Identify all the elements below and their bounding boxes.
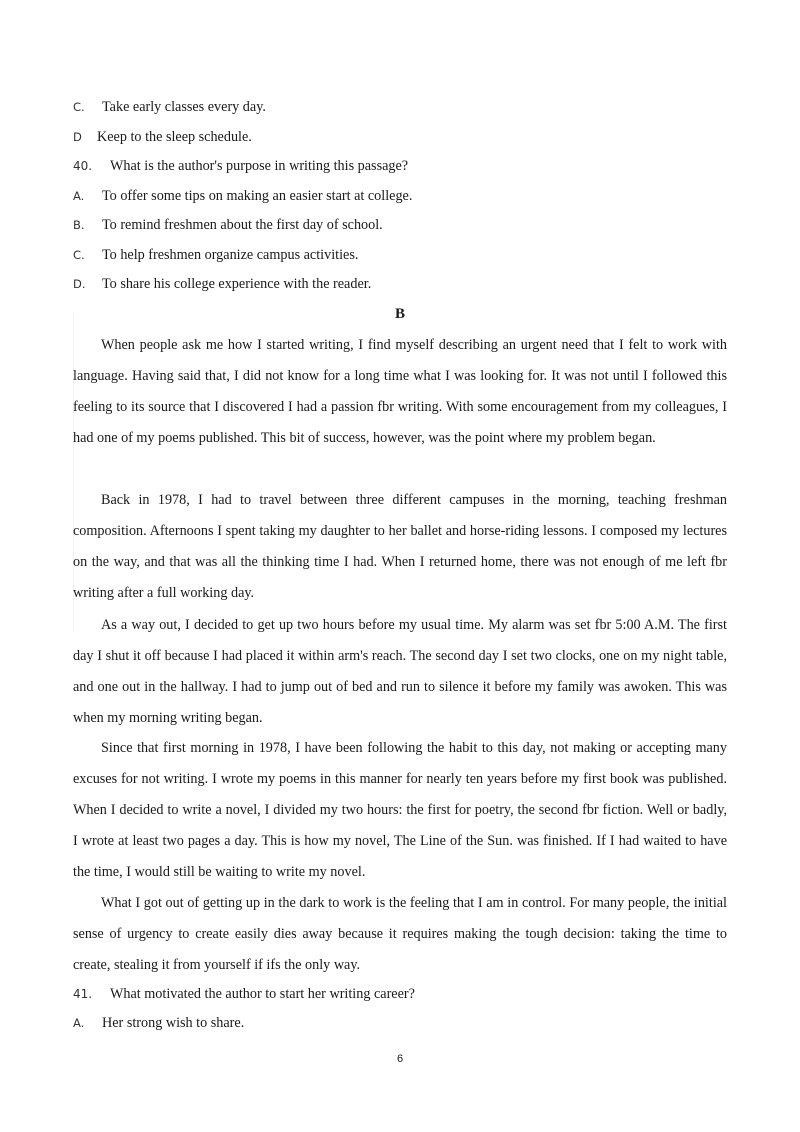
q40-option-c: [73, 247, 358, 264]
option-text: To remind freshmen about the first day of school.: [102, 217, 383, 233]
option-c: [73, 99, 266, 116]
section-heading: B: [394, 306, 405, 322]
passage-paragraph-2: [73, 485, 727, 609]
option-label: D.: [73, 277, 86, 291]
option-label: C.: [73, 100, 85, 114]
option-d: [73, 129, 252, 146]
question-number: 41.: [73, 987, 93, 1001]
paragraph-text: What I got out of getting up in the dark to work is the feeling that I am in control. For many people, the initial sense of urgency to create easily dies away because it requires making the tough decision: taking the time to create, stealing it from yourself if ifs the only way.: [73, 895, 727, 974]
option-label: C.: [73, 248, 85, 262]
option-text: Her strong wish to share.: [102, 1015, 245, 1031]
paragraph-text: When people ask me how I started writing, I find myself describing an urgent need that I felt to work with language. Having said that, I did not know for a long time what I was looking for. It was not until I followed this feeling to its source that I discovered I had a passion fbr writing. With some encouragement from my colleagues, I had one of my poems published. This bit of success, however, was the point where my problem began.: [73, 337, 727, 447]
q40-option-d: [73, 276, 371, 293]
option-label: B.: [73, 218, 85, 232]
question-41: [73, 986, 415, 1003]
option-text: To share his college experience with the reader.: [102, 276, 372, 292]
paragraph-text: Back in 1978, I had to travel between three different campuses in the morning, teaching freshman composition. Afternoons I spent taking my daughter to her ballet and horse-riding lessons. I composed my lectures on the way, and that was all the thinking time I had. When I returned home, there was not enough of me left fbr writing after a full working day.: [73, 492, 727, 602]
option-text: Take early classes every day.: [102, 99, 266, 115]
passage-paragraph-5: [73, 888, 727, 981]
option-text: To help freshmen organize campus activities.: [102, 247, 359, 263]
passage-paragraph-3: [73, 610, 727, 734]
option-label: A.: [73, 189, 85, 203]
question-number: 40.: [73, 159, 93, 173]
q41-option-a: [73, 1015, 244, 1032]
paragraph-text: Since that first morning in 1978, I have been following the habit to this day, not making or accepting many excuses for not writing. I wrote my poems in this manner for nearly ten years before my first book was published. When I decided to write a novel, I divided my two hours: the first for poetry, the second fbr fiction. Well or badly, I wrote at least two pages a day. This is how my novel, The Line of the Sun. was finished. If I had waited to have the time, I would still be waiting to write my novel.: [73, 740, 727, 881]
passage-paragraph-4: [73, 733, 727, 888]
option-label: D: [73, 130, 82, 144]
q40-option-a: [73, 188, 412, 205]
q40-option-b: [73, 217, 383, 234]
option-text: Keep to the sleep schedule.: [97, 129, 252, 145]
page-number: 6: [396, 1053, 404, 1065]
question-text: What is the author's purpose in writing this passage?: [110, 158, 409, 174]
option-label: A.: [73, 1016, 85, 1030]
passage-paragraph-1: [73, 330, 727, 454]
question-40: [73, 158, 408, 175]
paragraph-text: As a way out, I decided to get up two hours before my usual time. My alarm was set fbr 5:00 A.M. The first day I shut it off because I had placed it within arm's reach. The second day I set two clocks, one on my night table, and one out in the hallway. I had to jump out of bed and run to silence it before my family was awoken. This was when my morning writing began.: [73, 617, 727, 727]
question-text: What motivated the author to start her writing career?: [110, 986, 415, 1002]
option-text: To offer some tips on making an easier start at college.: [102, 188, 413, 204]
